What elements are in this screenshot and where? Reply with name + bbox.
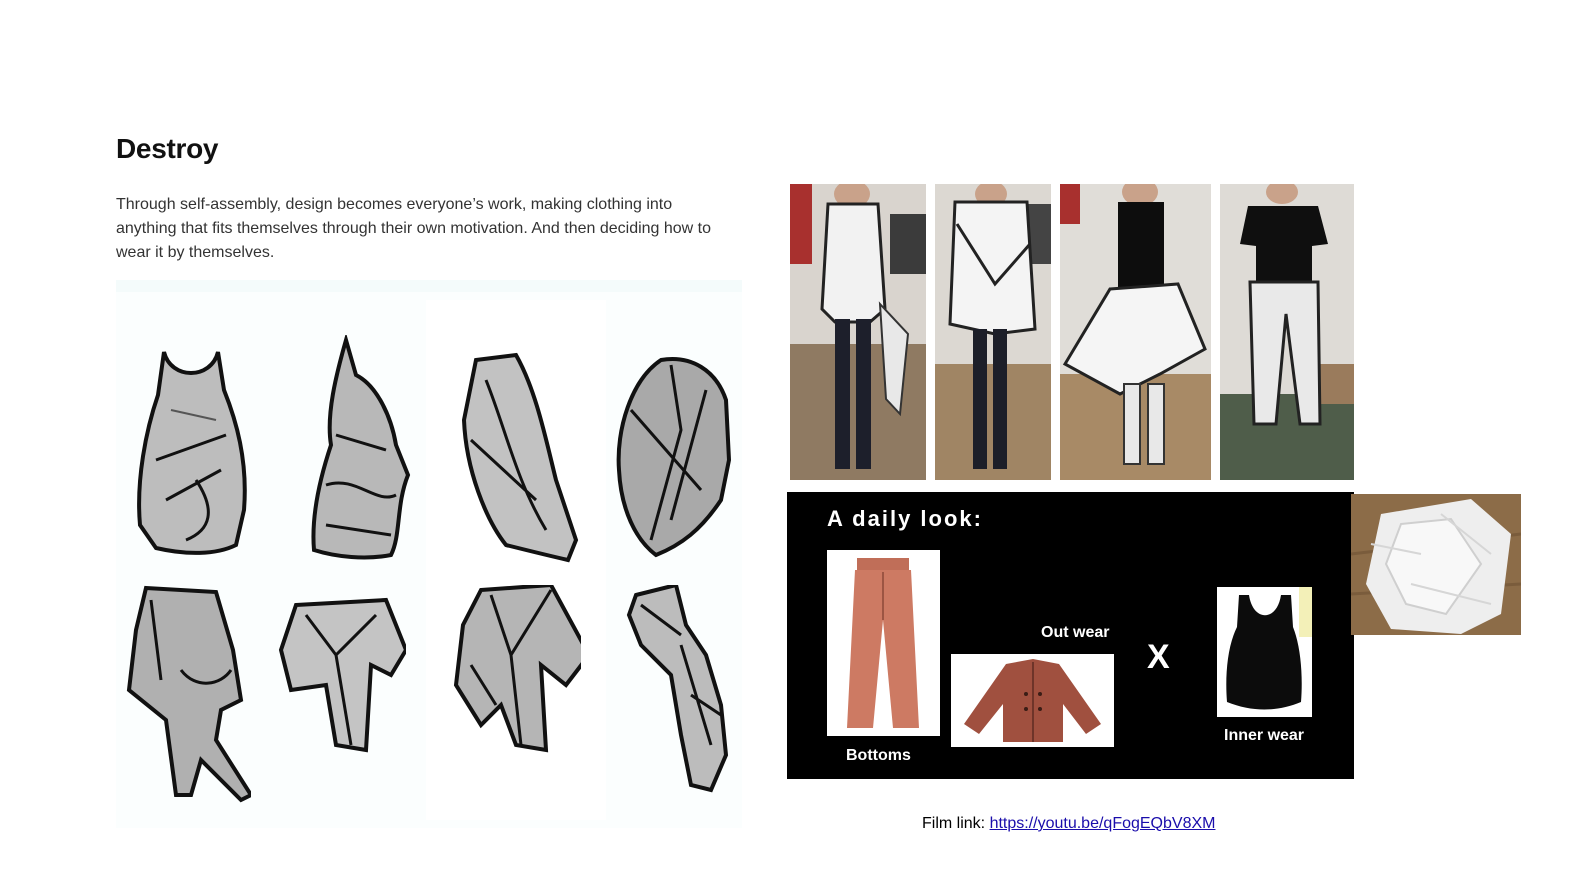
fabric-scraps-photo [1351,494,1521,635]
garment-render-3 [456,350,586,580]
model-photo-1 [790,184,926,480]
garment-render-8 [621,585,751,815]
garment-render-grid [116,280,742,828]
tank-top-icon [1217,587,1312,717]
daily-look-title: A daily look: [827,506,983,531]
daily-look-panel [787,492,1354,779]
model-photo-3 [1060,184,1211,480]
bottoms-image [827,550,940,736]
film-link-label: Film link: [922,815,986,832]
film-link-line [922,815,1215,833]
garment-render-5 [121,580,251,810]
garment-render-1 [126,340,256,570]
model-photo-strip [790,184,1356,480]
garment-render-7 [451,585,581,815]
outwear-label: Out wear [1041,624,1110,641]
garment-render-4 [611,350,741,580]
outwear-image [951,654,1114,747]
fabric-pile-icon [1351,494,1521,635]
times-symbol: X [1147,638,1170,676]
jacket-icon [951,654,1114,747]
slide-title: Destroy [116,133,219,164]
model-photo-4 [1220,184,1354,480]
film-link[interactable]: https://youtu.be/qFogEQbV8XM [989,815,1216,832]
slide-description: Through self-assembly, design becomes everyone’s work, making clothing into anything that fits themselves through their own motivation. And then deciding how to wear it by themselves. [116,196,712,261]
model-photo-2 [935,184,1051,480]
bottoms-label: Bottoms [846,747,911,764]
pants-icon [827,550,940,736]
garment-render-2 [296,335,426,565]
innerwear-image [1217,587,1312,717]
garment-render-6 [276,595,406,825]
innerwear-label: Inner wear [1224,727,1305,744]
